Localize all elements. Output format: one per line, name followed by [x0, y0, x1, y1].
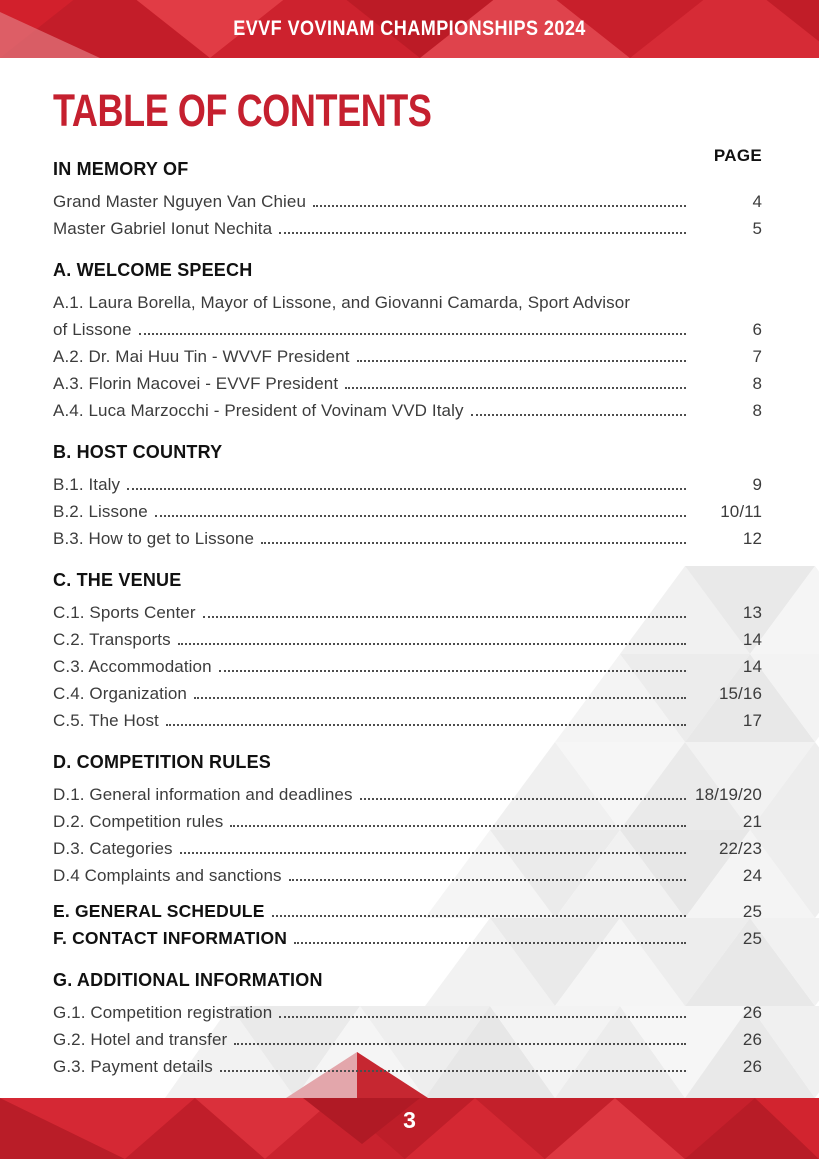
schedule-contact-group	[53, 895, 762, 949]
section-heading-general-schedule: E. GENERAL SCHEDULE	[53, 901, 265, 921]
dot-leader	[313, 204, 686, 207]
toc-entry	[53, 677, 762, 704]
toc-entry-page: 26	[742, 1057, 762, 1076]
toc-entry	[53, 596, 762, 623]
table-of-contents	[53, 158, 762, 1077]
dot-leader	[471, 413, 686, 416]
toc-entry	[53, 468, 762, 495]
toc-entry-page: 17	[742, 711, 762, 730]
dot-leader	[220, 1069, 686, 1072]
toc-entry-label: G.3. Payment details	[53, 1057, 213, 1076]
section-heading-contact-information: F. CONTACT INFORMATION	[53, 928, 288, 948]
section-heading-host-country: B. HOST COUNTRY	[53, 442, 223, 462]
toc-entry-label: A.4. Luca Marzocchi - President of Vovinam VVD Italy	[53, 401, 464, 420]
toc-entry-label: C.4. Organization	[53, 684, 187, 703]
toc-entry-page: 8	[752, 374, 762, 393]
page-title: TABLE OF CONTENTS	[53, 85, 432, 136]
toc-entry	[53, 1050, 762, 1077]
toc-entry-page: 6	[752, 320, 762, 339]
toc-entry	[53, 1023, 762, 1050]
toc-entry-page: 9	[752, 475, 762, 494]
toc-entry	[53, 832, 762, 859]
section-heading-welcome-speech: A. WELCOME SPEECH	[53, 260, 253, 280]
toc-entry-page: 13	[742, 603, 762, 622]
toc-entry-label: of Lissone	[53, 320, 132, 339]
dot-leader	[357, 359, 686, 362]
toc-entry-page: 22/23	[718, 839, 762, 858]
toc-content	[53, 85, 762, 1077]
toc-entry-label: C.3. Accommodation	[53, 657, 212, 676]
section-heading-additional-information: G. ADDITIONAL INFORMATION	[53, 970, 323, 990]
section-heading-the-venue: C. THE VENUE	[53, 570, 182, 590]
page-column-label: PAGE	[713, 146, 762, 165]
toc-entry-label: B.3. How to get to Lissone	[53, 529, 255, 548]
section-heading-in-memory-of: IN MEMORY OF	[53, 159, 189, 179]
dot-leader	[194, 696, 686, 699]
toc-entry-label: Master Gabriel Ionut Nechita	[53, 219, 273, 238]
dot-leader	[230, 824, 686, 827]
dot-leader	[234, 1042, 686, 1045]
toc-entry-page: 15/16	[718, 684, 762, 703]
dot-leader	[127, 487, 686, 490]
toc-entry-page: 18/19/20	[695, 785, 762, 804]
toc-entry	[53, 996, 762, 1023]
toc-entry-page: 14	[742, 630, 762, 649]
toc-entry	[53, 313, 762, 340]
header-banner	[0, 0, 819, 58]
toc-entry	[53, 922, 762, 949]
toc-entry	[53, 778, 762, 805]
dot-leader	[139, 332, 687, 335]
toc-entry	[53, 286, 762, 313]
toc-entry-page: 26	[742, 1003, 762, 1022]
toc-entry-page: 8	[752, 401, 762, 420]
toc-entry-page: 7	[752, 347, 762, 366]
dot-leader	[294, 941, 686, 944]
dot-leader	[279, 1015, 686, 1018]
toc-entry-label: C.5. The Host	[53, 711, 159, 730]
toc-entry	[53, 367, 762, 394]
toc-entry-page: 25	[742, 902, 762, 921]
toc-entry	[53, 895, 762, 922]
dot-leader	[289, 878, 686, 881]
toc-entry-label: A.2. Dr. Mai Huu Tin - WVVF President	[53, 347, 350, 366]
toc-entry-page: 24	[742, 866, 762, 885]
toc-entry	[53, 394, 762, 421]
toc-entry-page: 26	[742, 1030, 762, 1049]
toc-entry-label: G.2. Hotel and transfer	[53, 1030, 228, 1049]
toc-entry-label: Grand Master Nguyen Van Chieu	[53, 192, 306, 211]
dot-leader	[261, 541, 686, 544]
toc-entry-page: 10/11	[720, 502, 762, 521]
toc-entry-label: B.1. Italy	[53, 475, 121, 494]
toc-entry-label: D.3. Categories	[53, 839, 173, 858]
dot-leader	[155, 514, 686, 517]
toc-entry	[53, 185, 762, 212]
toc-entry-page: 4	[752, 192, 762, 211]
toc-entry-page: 5	[752, 219, 762, 238]
toc-entry	[53, 859, 762, 886]
dot-leader	[178, 642, 686, 645]
footer-page-number: 3	[403, 1107, 416, 1133]
toc-entry-label: G.1. Competition registration	[53, 1003, 273, 1022]
toc-entry-page: 21	[742, 812, 762, 831]
toc-entry	[53, 522, 762, 549]
championship-banner-title: EVVF VOVINAM CHAMPIONSHIPS 2024	[233, 17, 586, 40]
toc-entry	[53, 650, 762, 677]
toc-entry	[53, 495, 762, 522]
toc-entry-label: D.4 Complaints and sanctions	[53, 866, 282, 885]
dot-leader	[345, 386, 686, 389]
dot-leader	[360, 797, 686, 800]
toc-entry-label: B.2. Lissone	[53, 502, 148, 521]
toc-entry-label: C.1. Sports Center	[53, 603, 196, 622]
dot-leader	[166, 723, 686, 726]
toc-entry-page: 12	[742, 529, 762, 548]
section-heading-competition-rules: D. COMPETITION RULES	[53, 752, 272, 772]
toc-entry-page: 14	[742, 657, 762, 676]
dot-leader	[279, 231, 686, 234]
toc-entry	[53, 623, 762, 650]
toc-entry-page: 25	[742, 929, 762, 948]
dot-leader	[219, 669, 686, 672]
toc-entry	[53, 805, 762, 832]
toc-entry	[53, 212, 762, 239]
toc-entry-label: A.1. Laura Borella, Mayor of Lissone, and Giovanni Camarda, Sport Advisor	[53, 293, 631, 312]
dot-leader	[203, 615, 686, 618]
toc-entry	[53, 340, 762, 367]
footer-banner	[0, 1098, 819, 1159]
dot-leader	[272, 914, 686, 917]
toc-entry-label: D.2. Competition rules	[53, 812, 224, 831]
toc-entry	[53, 704, 762, 731]
toc-entry-label: C.2. Transports	[53, 630, 171, 649]
toc-entry-label: A.3. Florin Macovei - EVVF President	[53, 374, 339, 393]
dot-leader	[180, 851, 686, 854]
toc-entry-label: D.1. General information and deadlines	[53, 785, 353, 804]
